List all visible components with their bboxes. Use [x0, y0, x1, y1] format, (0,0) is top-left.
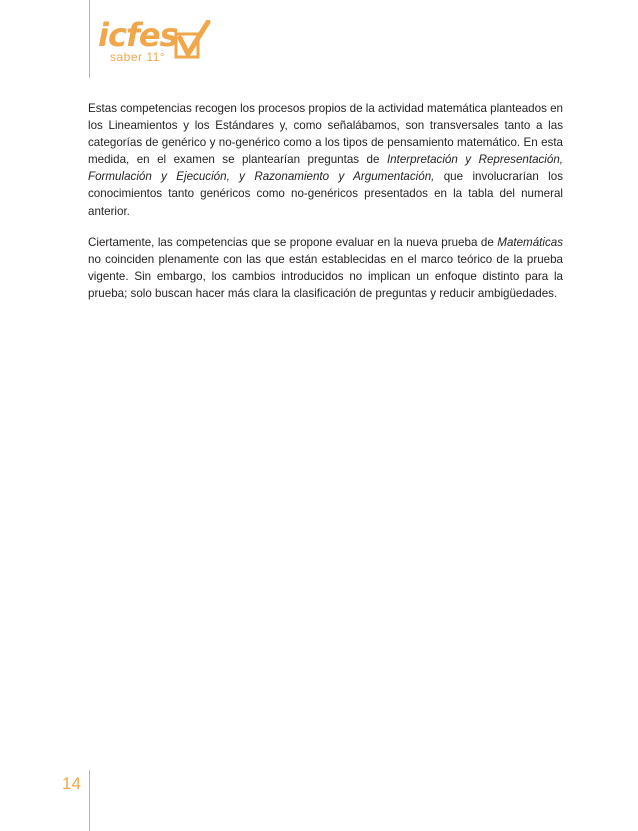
page-number: 14: [62, 774, 81, 793]
logo-subtitle: saber 11°: [110, 50, 166, 64]
body-text: [88, 100, 563, 316]
check-box-icon: [174, 20, 212, 60]
paragraph-1-text-b: que involucrarían los conocimientos tanto genéricos como no-genéricos presentados en la tabla del numeral anterior.: [88, 170, 563, 218]
logo-wordmark: icfes: [98, 16, 178, 54]
header-divider-line: [89, 0, 90, 78]
paragraph-2-text-a: Ciertamente, las competencias que se propone evaluar en la nueva prueba de: [88, 235, 498, 249]
icfes-saber-logo: [98, 18, 218, 66]
footer-divider-line: [89, 770, 90, 831]
paragraph-competencies: [88, 100, 563, 220]
paragraph-1-emphasis: Interpretación y Representación, Formulación y Ejecución, y Razonamiento y Argumentación,: [88, 153, 564, 184]
paragraph-1-text-a: Estas competencias recogen los procesos propios de la actividad matemática planteados en los Lineamientos y los Estándares y, como señalábamos, son transversales tanto a las categorías de genérico y no-genérico como a los tipos de pensamiento matemático. En esta medida, en el examen se plantearían preguntas de: [88, 102, 563, 167]
paragraph-2-emphasis: Matemáticas: [497, 235, 563, 249]
paragraph-evaluation: [88, 234, 563, 302]
paragraph-2-text-b: no coinciden plenamente con las que están establecidas en el marco teórico de la prueba vigente. Sin embargo, los cambios introducidos no implican un enfoque distinto para la prueba; solo buscan hacer más clara la clasificación de preguntas y reducir ambigüedades.: [88, 252, 563, 300]
